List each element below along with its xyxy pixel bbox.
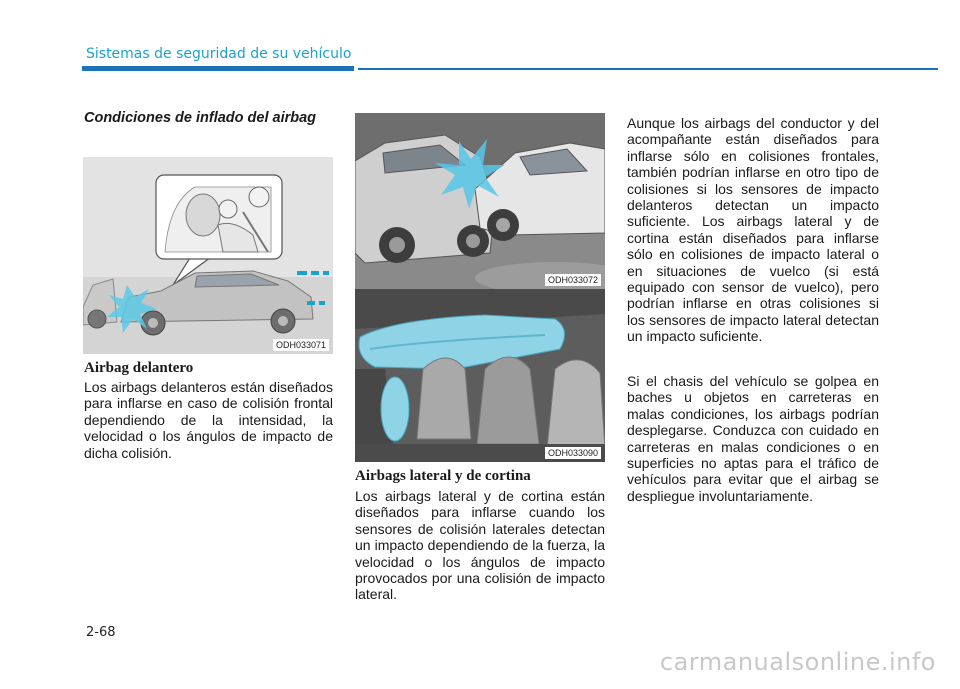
section-heading: Condiciones de inflado del airbag: [84, 110, 317, 126]
front-airbag-body: Los airbags delanteros están diseñados para inflarse en caso de colisión frontal dependiendo de la intensidad, la velocidad o los ángulos de impacto de dicha colisión.: [84, 379, 333, 461]
right-paragraph-2: Si el chasis del vehículo se golpea en baches u objetos en carreteras en malas condiciones, los airbags podrían desplegarse. Conduzca con cuidado en carreteras en malas condiciones o en superficies no aptas para el tráfico de vehículos para evitar que el airbag se despliegue involuntariamente.: [627, 373, 879, 504]
right-paragraph-1: Aunque los airbags del conductor y del acompañante están diseñados para inflarse sólo en colisiones frontales, también podrían inflarse en otro tipo de colisiones si los sensores de impacto delanteros detectan un impacto suficiente. Los airbags lateral y de cortina están diseñados para inflarse sólo en colisiones de impacto lateral o en situaciones de vuelco (si está equipado con sensor de vuelco), pero podrían inflarse en otras colisiones si los sensores de impacto lateral detectan un impacto suficiente.: [627, 115, 879, 345]
front-airbag-subheading: Airbag delantero: [84, 360, 194, 376]
header-rule-thick: [82, 66, 354, 71]
front-airbag-illustration: [83, 157, 333, 354]
side-airbag-body: Los airbags lateral y de cortina están diseñados para inflarse cuando los sensores de colisión laterales detectan un impacto dependiendo de la fuerza, la velocidad o los ángulos de impacto provocados por una colisión de impacto lateral.: [355, 488, 605, 603]
watermark: carmanualsonline.info: [659, 648, 936, 676]
figure-code: ODH033090: [545, 447, 601, 459]
header-title: Sistemas de seguridad de su vehículo: [86, 46, 352, 62]
curtain-airbag-illustration: [355, 289, 605, 462]
figure-code: ODH033071: [273, 339, 329, 351]
curtain-airbag-figure: [355, 289, 605, 462]
side-airbag-subheading: Airbags lateral y de cortina: [355, 468, 531, 484]
header-rule-thin: [358, 68, 938, 70]
front-airbag-figure: [83, 157, 333, 354]
side-impact-figure: [355, 113, 605, 289]
figure-code: ODH033072: [545, 274, 601, 286]
side-impact-illustration: [355, 113, 605, 289]
page-number: 2-68: [86, 625, 116, 640]
